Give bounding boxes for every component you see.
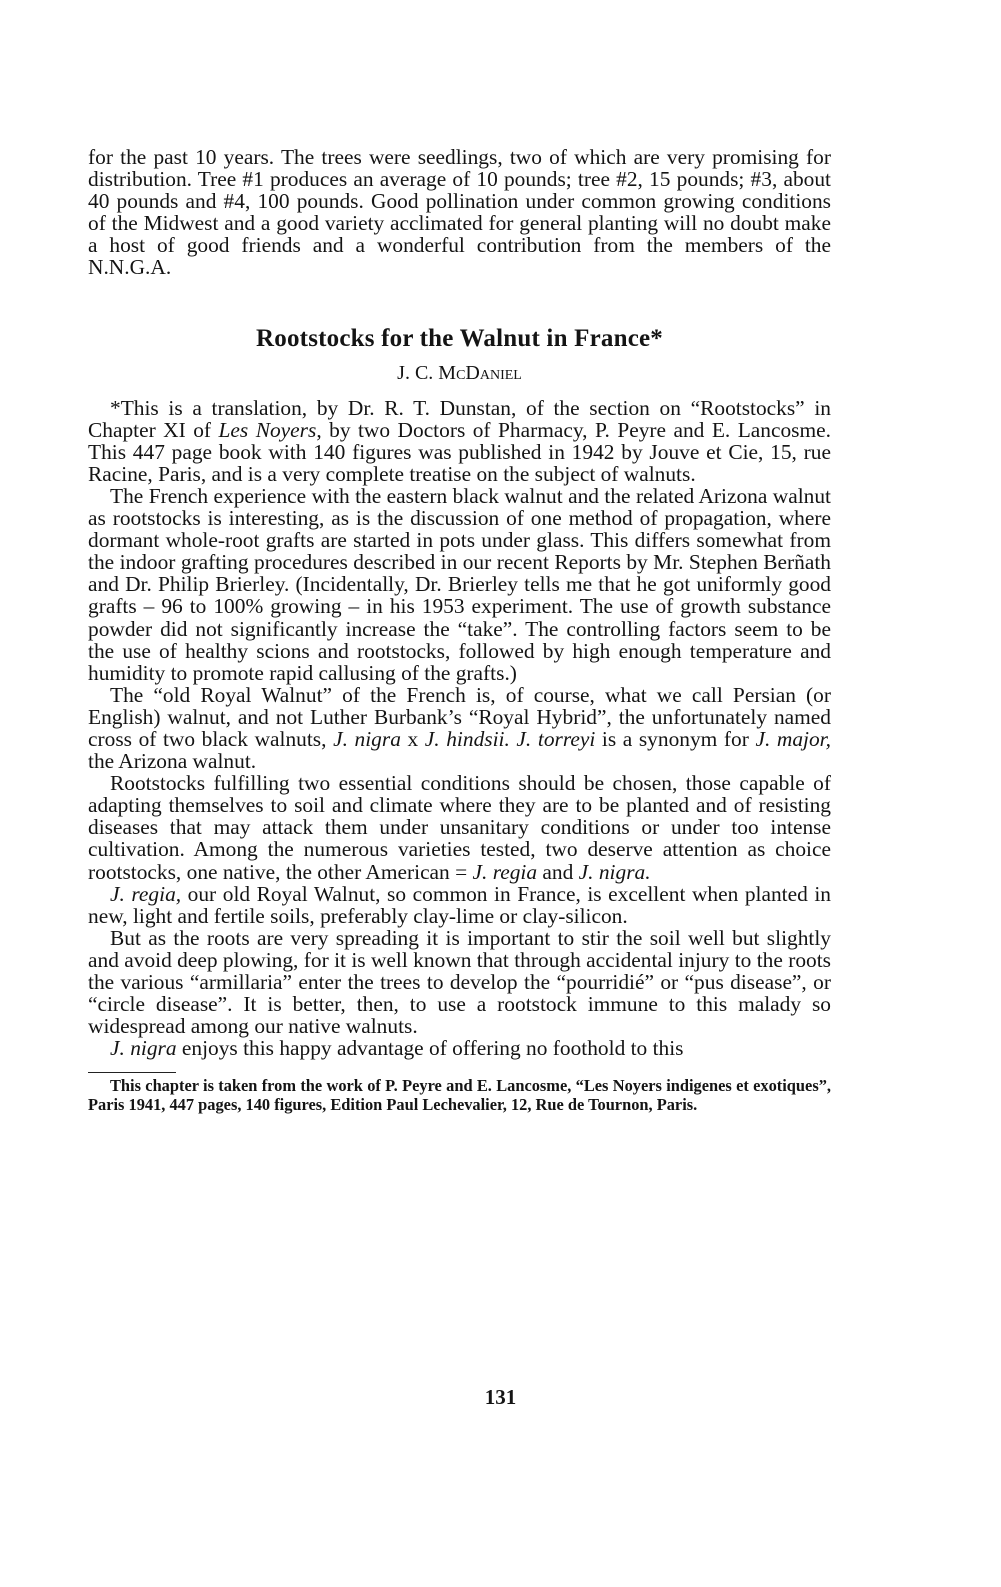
footnote: This chapter is taken from the work of P. Peyre and E. Lancosme, “Les Noyers indigenes et exotiques”, Paris 1941, 447 pages, 140 figures, Edition Paul Lechevalier, 12, Rue de Tournon, Paris. [88,1076,831,1114]
paragraph-roots-spreading: But as the roots are very spreading it is important to stir the soil well but slightly and avoid deep plowing, for it is well known that through accidental injury to the roots the various “armillaria” enter the trees to develop the “pourridié” or “pus disease”, or “circle disease”. It is better, then, to use a rootstock immune to this malady so widespread among our native walnuts. [88,925,831,1039]
article-title: Rootstocks for the Walnut in France* [256,324,663,352]
paragraph-royal-walnut [88,684,831,772]
species-name: J. nigra. [578,859,651,884]
paragraph-text: the Arizona walnut. [88,749,257,774]
paragraph-text: enjoys this happy advantage of offering no foothold to this [176,1036,684,1061]
paragraph-french-experience: The French experience with the eastern black walnut and the related Arizona walnut as rootstocks is interesting, as is the discussion of one method of propagation, where dormant whole-root grafts are started in pots under glass. This differs somewhat from the indoor grafting procedures described in our recent Reports by Mr. Stephen Berñath and Dr. Philip Brierley. (Incidentally, Dr. Brierley tells me that he got uniformly good grafts – 96 to 100% growing – in his 1953 experiment. The use of growth substance powder did not significantly increase the “take”. The controlling factors seem to be the use of healthy scions and rootstocks, followed by high enough temperature and humidity to promote rapid callusing of the grafts.) [88,483,831,685]
paragraph-text: our old Royal Walnut, so common in France, is excellent when planted in new, light and fertile soils, preferably clay-lime or clay-silicon. [88,881,831,928]
intro-paragraph: for the past 10 years. The trees were seedlings, two of which are very promising for distribution. Tree #1 produces an average of 10 pounds; tree #2, 15 pounds; #3, about 40 pounds and #4, 100 pounds. Good pollination under common growing conditions of the Midwest and a good variety acclimated for general planting will no doubt make a host of good friends and a wonderful contribution from the members of the N.N.G.A. [88,145,831,280]
page-body [88,146,831,1114]
article-author: J. C. McDaniel [397,361,522,384]
paragraph-text: The “old Royal Walnut” of the French is, of course, what we call Persian (or English) walnut, and not Luther Burbank’s “Royal Hybrid”, the unfortunately named cross of two black walnuts, [88,682,831,751]
species-name: J. nigra [110,1036,177,1061]
species-name: J. major, [755,726,831,751]
species-name: J. hindsii. J. torreyi [424,726,596,751]
translation-note-text: , by two Doctors of Pharmacy, P. Peyre and E. Lancosme. This 447 page book with 140 figures was published in 1942 by Jouve et Cie, 15, rue Racine, Paris, and is a very complete treatise on the subject of walnuts. [88,417,831,486]
book-title: Les Noyers [218,417,317,442]
species-name: J. regia, [110,881,182,906]
species-name: J. regia [472,859,538,884]
paragraph-rootstock-conditions [88,772,831,882]
paragraph-text: and [537,859,579,884]
paragraph-text: Rootstocks fulfilling two essential conditions should be chosen, those capable of adapting themselves to soil and climate where they are to be planted and of resisting diseases that may attack them under unsanitary conditions or under too intense cultivation. Among the numerous varieties tested, two deserve attention as choice rootstocks, one native, the other American = [88,771,831,884]
translation-note [88,397,831,485]
paragraph-text: is a synonym for [595,726,756,751]
translation-note-text: *This is a translation, by Dr. R. T. Dunstan, of the section on “Rootstocks” in Chapter XI of [88,395,831,442]
paragraph-regia [88,883,831,927]
footnote-divider [88,1072,176,1073]
paragraph-text: x [400,726,425,751]
species-name: J. nigra [333,726,401,751]
page-number: 131 [484,1385,517,1409]
paragraph-nigra [88,1037,831,1059]
